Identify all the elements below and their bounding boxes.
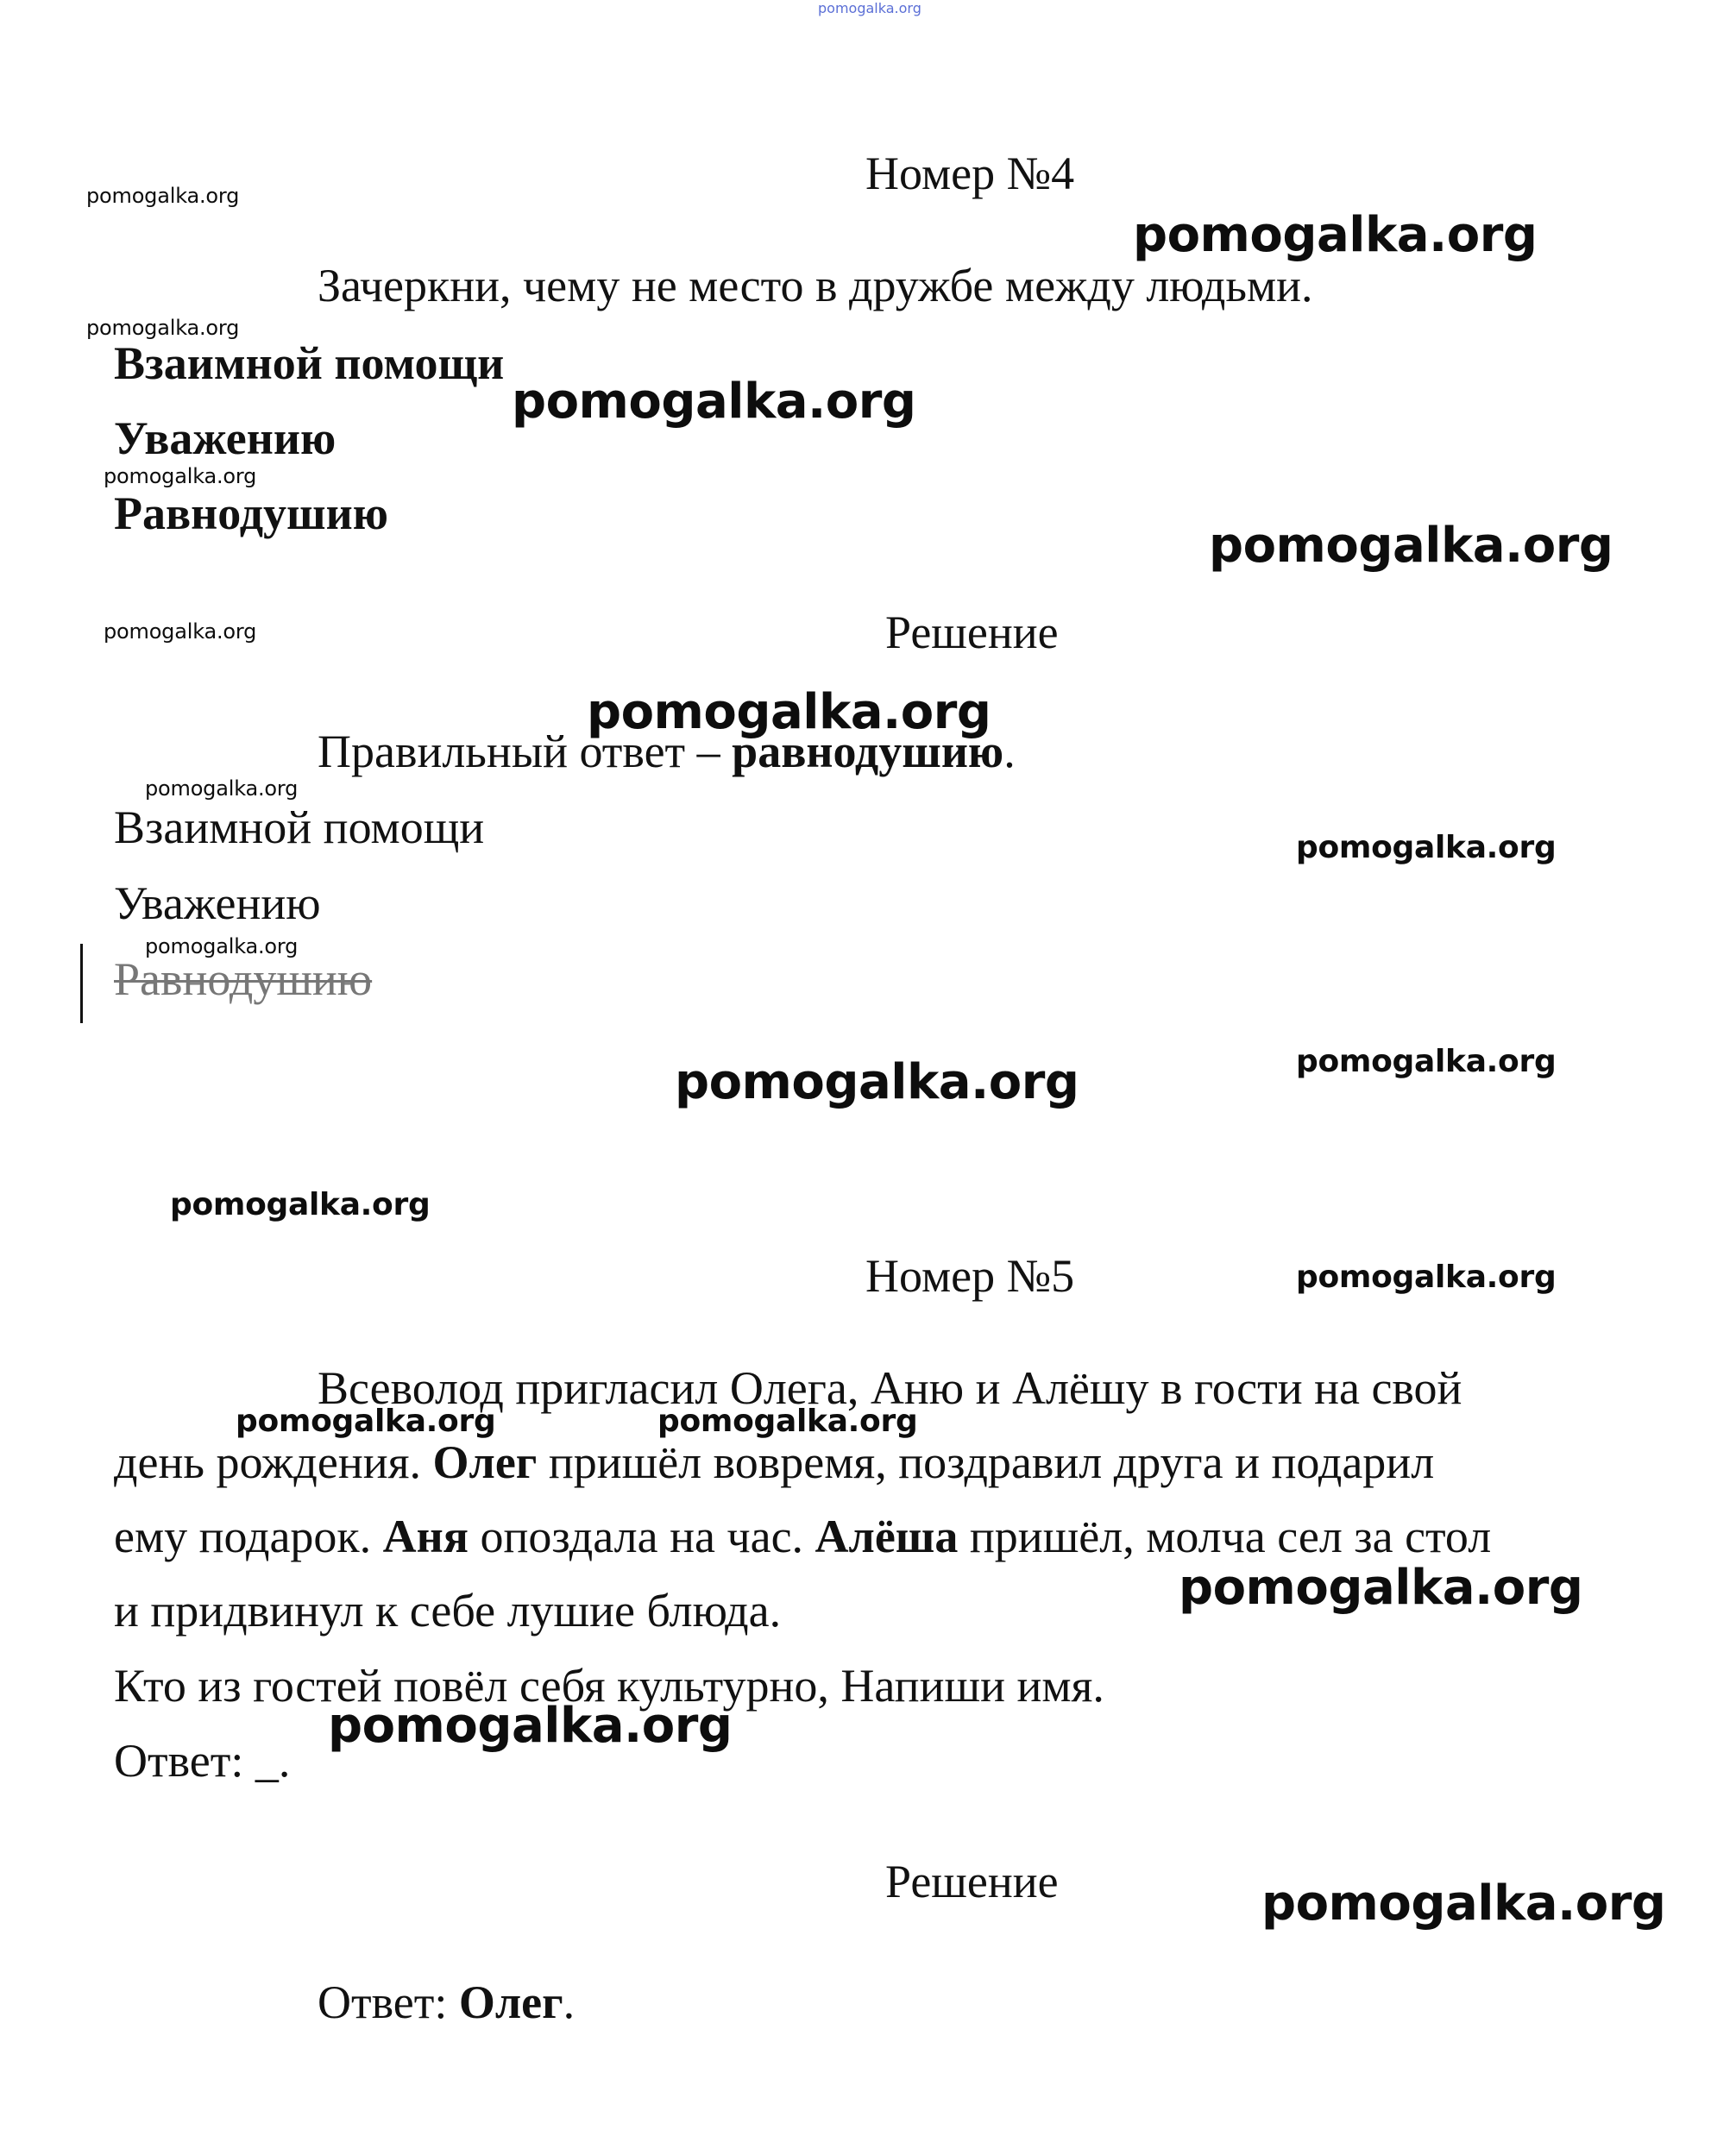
watermark: pomogalka.org (675, 1054, 1079, 1110)
task4-answer-prefix: Правильный ответ – (318, 726, 733, 777)
watermark: pomogalka.org (328, 1698, 733, 1754)
task5-story-line-4: и придвинул к себе лушие блюда. (114, 1585, 782, 1637)
task4-question: Зачеркни, чему не место в дружбе между людьми. (318, 260, 1313, 311)
watermark: pomogalka.org (1209, 518, 1613, 574)
task4-answer-option-2: Уважению (114, 877, 321, 929)
watermark: pomogalka.org (104, 464, 257, 488)
watermark: pomogalka.org (145, 776, 299, 801)
task5-line3-pre: ему подарок. (114, 1511, 383, 1562)
task4-answer-bold: равнодушию (732, 726, 1004, 777)
watermark: pomogalka.org (236, 1404, 496, 1439)
task5-story-line-3 (114, 1513, 1491, 1560)
task5-answer-suffix: . (563, 1976, 576, 2028)
task5-heading: Номер №5 (865, 1250, 1075, 1302)
task5-line3-bold-2: Алёша (815, 1511, 959, 1562)
task5-line2-post: пришёл вовремя, поздравил друга и подарил (537, 1436, 1435, 1488)
watermark: pomogalka.org (1296, 1044, 1557, 1079)
watermark: pomogalka.org (104, 619, 257, 644)
task4-answer-option-1: Взаимной помощи (114, 801, 485, 853)
task5-line2-bold: Олег (432, 1436, 538, 1488)
watermark: pomogalka.org (1179, 1560, 1583, 1616)
watermark: pomogalka.org (1261, 1875, 1666, 1932)
task5-solution-heading: Решение (885, 1856, 1059, 1907)
watermark: pomogalka.org (512, 374, 916, 430)
watermark: pomogalka.org (145, 934, 299, 958)
task5-story-line-2 (114, 1436, 1435, 1488)
watermark: pomogalka.org (587, 684, 991, 740)
task4-solution-heading: Решение (885, 606, 1059, 658)
watermark: pomogalka.org (1296, 830, 1557, 865)
task5-question: Кто из гостей повёл себя культурно, Напиши имя. (114, 1660, 1104, 1712)
watermark: pomogalka.org (170, 1187, 431, 1222)
task5-answer-blank: Ответ: _. (114, 1735, 291, 1787)
watermark: pomogalka.org (1133, 207, 1538, 263)
task5-line3-bold-1: Аня (382, 1511, 469, 1562)
task5-story-line-1: Всеволод пригласил Олега, Аню и Алёшу в гости на свой (318, 1362, 1462, 1414)
watermark: pomogalka.org (86, 184, 240, 208)
watermark: pomogalka.org (657, 1404, 918, 1439)
task4-heading: Номер №4 (865, 148, 1075, 199)
text-cursor (80, 944, 83, 1023)
task5-answer-prefix: Ответ: (318, 1976, 459, 2028)
task5-answer (318, 1976, 576, 2028)
task4-option-3: Равнодушию (114, 487, 388, 539)
watermark-top: pomogalka.org (818, 0, 921, 16)
task4-option-2: Уважению (114, 412, 337, 464)
task5-line3-mid: опоздала на час. (469, 1511, 815, 1562)
task4-option-1: Взаимной помощи (114, 337, 505, 389)
task4-answer-option-3-struck: Равнодушию (114, 953, 373, 1005)
task5-line2-pre: день рождения. (114, 1436, 433, 1488)
task5-answer-bold: Олег (458, 1976, 563, 2028)
task5-line3-post: пришёл, молча сел за стол (958, 1511, 1492, 1562)
watermark: pomogalka.org (86, 316, 240, 340)
watermark: pomogalka.org (1296, 1260, 1557, 1295)
task4-answer-suffix: . (1003, 726, 1016, 777)
